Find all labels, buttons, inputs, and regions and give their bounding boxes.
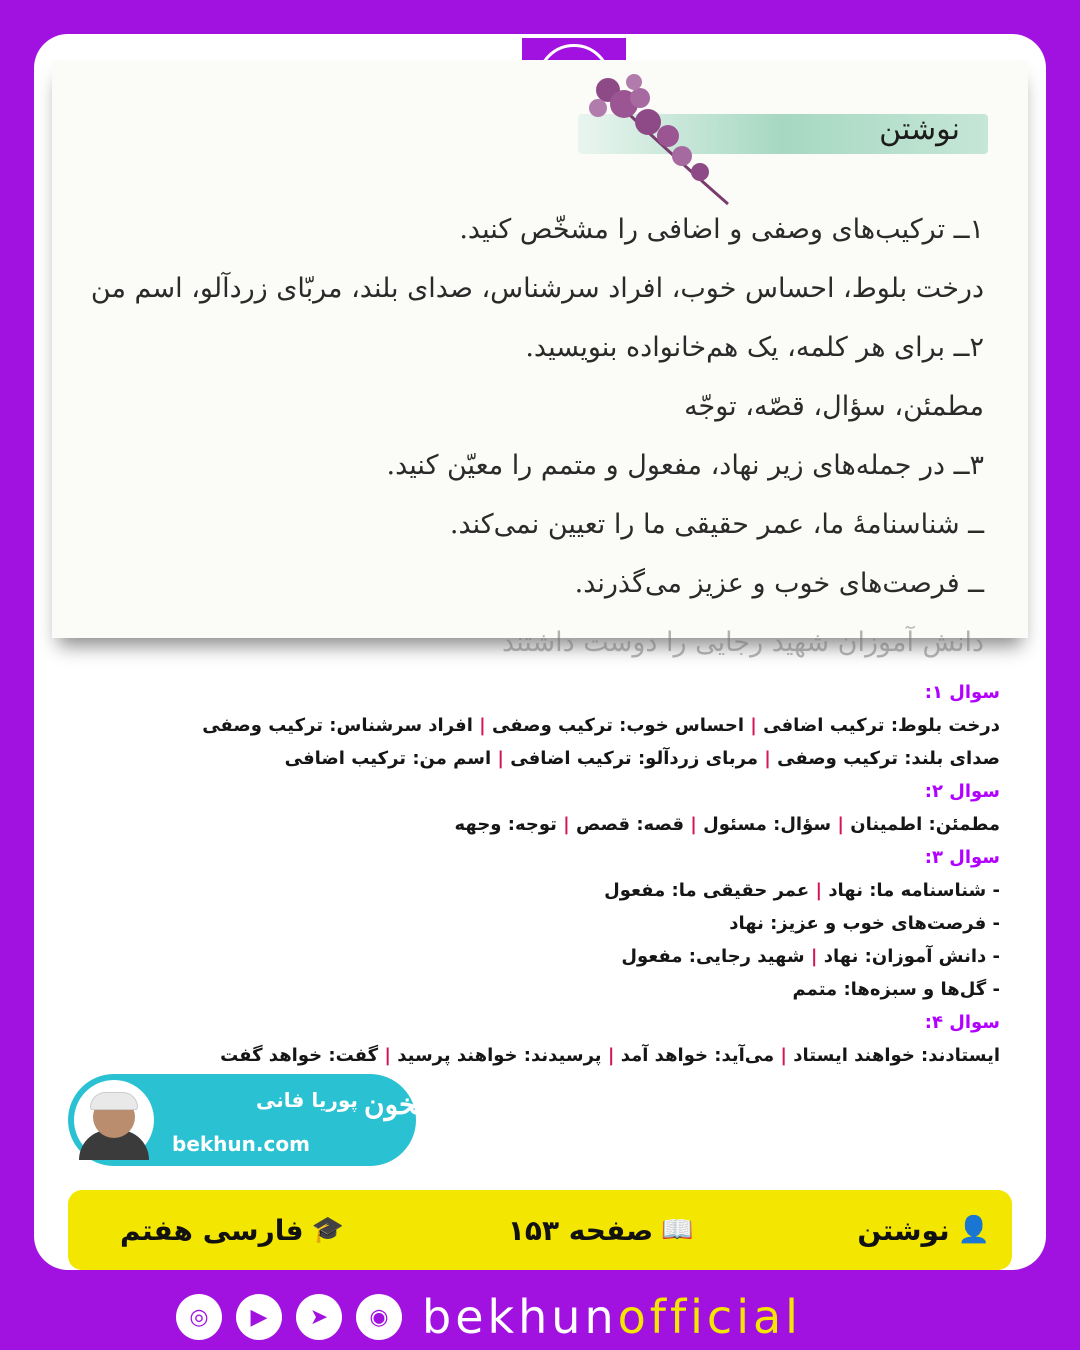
youtube-icon[interactable]: ▶ <box>236 1294 282 1340</box>
separator: | <box>837 814 844 835</box>
answer-item: گفت: خواهد گفت <box>220 1045 379 1066</box>
author-name: پوریا فانی <box>256 1088 358 1112</box>
answer-line <box>80 742 1000 775</box>
social-footer <box>176 1290 906 1344</box>
page-label: صفحه ۱۵۳ <box>507 1213 654 1247</box>
separator: | <box>563 814 570 835</box>
author-logo-mark: بخون <box>364 1088 425 1121</box>
section-header <box>578 102 988 162</box>
exercise-line: درخت بلوط، احساس خوب، افراد سرشناس، صدای بلند، مربّای زردآلو، اسم من <box>90 273 984 304</box>
telegram-icon[interactable]: ➤ <box>296 1294 342 1340</box>
exercise-line: ــ شناسنامهٔ ما، عمر حقیقی ما را تعیین نمی‌کند. <box>449 509 984 540</box>
separator: | <box>479 715 486 736</box>
textbook-scan <box>52 60 1028 658</box>
film-reel-icon[interactable]: ◎ <box>176 1294 222 1340</box>
brand-part-2: official <box>617 1290 802 1344</box>
open-book-icon: 📖 <box>661 1215 694 1245</box>
separator: | <box>780 1045 787 1066</box>
section-title: نوشتن <box>879 112 960 147</box>
exercise-line: ۳ــ در جمله‌های زیر نهاد، مفعول و متمم را معیّن کنید. <box>386 450 984 481</box>
brand-handle[interactable] <box>422 1290 802 1344</box>
subject-label: فارسی هفتم <box>120 1213 304 1247</box>
exercise-line: ۱ــ ترکیب‌های وصفی و اضافی را مشخّص کنید. <box>459 214 984 245</box>
answer-line: - فرصت‌های خوب و عزیز: نهاد <box>729 913 1000 934</box>
answer-item: ایستادند: خواهند ایستاد <box>793 1045 1000 1066</box>
answer-item: قصه: قصص <box>576 814 684 835</box>
page-item <box>508 1214 694 1247</box>
answer-item: اسم من: ترکیب اضافی <box>284 748 492 769</box>
instagram-icon[interactable]: ◉ <box>356 1294 402 1340</box>
exercise-line: ۲ــ برای هر کلمه، یک هم‌خانواده بنویسید. <box>525 332 984 363</box>
author-site-link[interactable]: bekhun.com <box>172 1132 310 1156</box>
answer-line <box>80 940 1000 973</box>
answer-item: صدای بلند: ترکیب وصفی <box>777 748 1000 769</box>
answer-line: - گل‌ها و سبزه‌ها: متمم <box>792 979 1000 1000</box>
answer-item: توجه: وجهه <box>454 814 557 835</box>
brand-part-1: bekhun <box>422 1290 618 1344</box>
question-3-label: سوال ۳: <box>924 847 1000 868</box>
answer-item: - شناسنامه ما: نهاد <box>828 880 1000 901</box>
separator: | <box>384 1045 391 1066</box>
answer-item: - دانش آموزان: نهاد <box>823 946 1000 967</box>
answer-item: افراد سرشناس: ترکیب وصفی <box>202 715 473 736</box>
question-2-label: سوال ۲: <box>924 781 1000 802</box>
graduation-cap-icon: 🎓 <box>311 1215 344 1245</box>
answer-item: می‌آید: خواهد آمد <box>620 1045 775 1066</box>
separator: | <box>497 748 504 769</box>
answer-item: پرسیدند: خواهند پرسید <box>397 1045 602 1066</box>
info-bar <box>68 1190 1012 1270</box>
topic-label: نوشتن <box>857 1213 950 1247</box>
teacher-icon: 👤 <box>957 1215 990 1245</box>
exercise-text <box>72 200 984 672</box>
separator: | <box>815 880 823 901</box>
separator: | <box>764 748 771 769</box>
exercise-line-cut: دانش آموزان شهید رجایی را دوست داشتند <box>502 627 984 658</box>
avatar <box>74 1080 154 1160</box>
separator: | <box>690 814 697 835</box>
topic-item <box>857 1214 990 1247</box>
answer-item: درخت بلوط: ترکیب اضافی <box>763 715 1000 736</box>
separator: | <box>810 946 818 967</box>
answer-item: احساس خوب: ترکیب وصفی <box>492 715 744 736</box>
subject-item <box>120 1214 344 1247</box>
answer-line <box>80 874 1000 907</box>
answer-item: عمر حقیقی ما: مفعول <box>604 880 810 901</box>
answer-line <box>80 1039 1000 1072</box>
exercise-line: ــ فرصت‌های خوب و عزیز می‌گذرند. <box>574 568 984 599</box>
answer-line <box>80 709 1000 742</box>
exercise-line: مطمئن، سؤال، قصّه، توجّه <box>684 391 984 422</box>
answers-block <box>80 676 1000 1072</box>
author-badge[interactable] <box>68 1074 425 1166</box>
separator: | <box>607 1045 615 1066</box>
separator: | <box>750 715 757 736</box>
answer-item: سؤال: مسئول <box>703 814 832 835</box>
answer-item: شهید رجایی: مفعول <box>621 946 805 967</box>
answer-line <box>80 808 1000 841</box>
flower-branch-icon <box>578 64 748 214</box>
answer-item: مربای زردآلو: ترکیب اضافی <box>510 748 758 769</box>
question-1-label: سوال ۱: <box>924 682 1000 703</box>
question-4-label: سوال ۴: <box>924 1012 1000 1033</box>
answer-item: مطمئن: اطمینان <box>850 814 1000 835</box>
